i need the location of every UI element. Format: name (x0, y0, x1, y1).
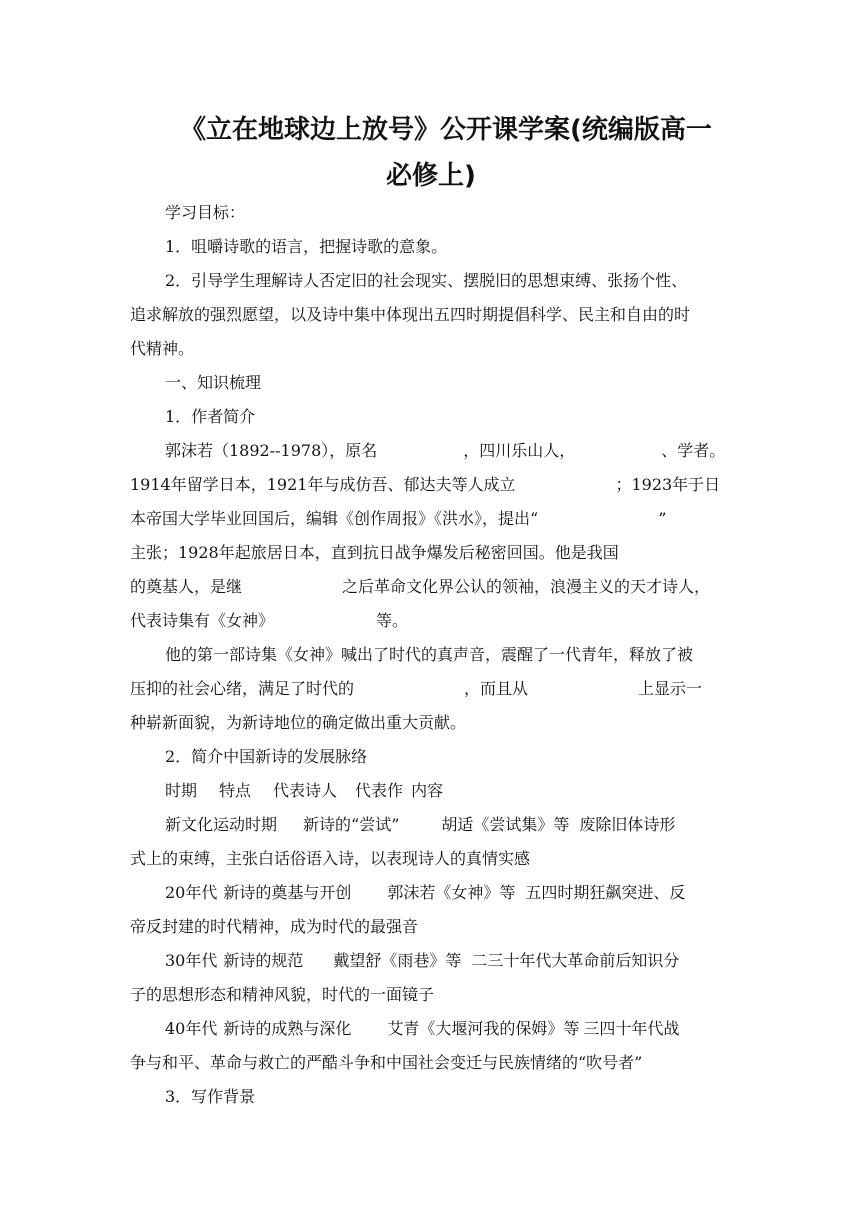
row-period: 20年代 (165, 883, 218, 902)
goal-item-2-line-2: 追求解放的强烈愿望，以及诗中集中体现出五四时期提倡科学、民主和自由的时 (130, 305, 691, 324)
author-text: 之后革命文化界公认的领袖，浪漫主义的天才诗人， (342, 577, 711, 596)
table-row-continuation: 争与和平、革命与救亡的严酷斗争和中国社会变迁与民族情绪的“吹号者” (130, 1053, 643, 1072)
poem-text: ，而且从 (464, 679, 529, 698)
goals-heading: 学习目标： (165, 203, 246, 222)
table-row-continuation: 帝反封建的时代精神，成为时代的最强音 (130, 917, 419, 936)
subheading-background: 3．写作背景 (165, 1087, 256, 1106)
table-row (165, 876, 730, 910)
row-content: 废除旧体诗形 (579, 815, 676, 834)
row-feature: 新诗的规范 (223, 951, 304, 970)
poem-line-2 (130, 672, 730, 706)
author-text: 的奠基人，是继 (130, 577, 243, 596)
author-line-3 (130, 502, 730, 536)
author-text: 、学者。 (661, 441, 726, 460)
row-period: 30年代 (165, 951, 218, 970)
poem-text: 压抑的社会心绪，满足了时代的 (130, 679, 355, 698)
table-row (165, 944, 730, 978)
table-header-feature: 特点 (219, 781, 252, 800)
subheading-new-poetry: 2．简介中国新诗的发展脉络 (165, 747, 368, 766)
section-heading-knowledge: 一、知识梳理 (165, 373, 262, 392)
poem-line-3: 种崭新面貌，为新诗地位的确定做出重大贡献。 (130, 713, 467, 732)
row-period: 40年代 (165, 1019, 218, 1038)
document-title-line-1: 《立在地球边上放号》公开课学案(统编版高一 (180, 115, 712, 145)
author-text: 等。 (376, 611, 409, 630)
row-content: 三四十年代战 (583, 1019, 680, 1038)
row-feature: 新诗的“尝试” (303, 815, 400, 834)
table-header-row (165, 774, 730, 808)
poem-line-1: 他的第一部诗集《女神》喊出了时代的真声音，震醒了一代青年，释放了被 (165, 645, 694, 664)
table-header-content: 内容 (411, 781, 444, 800)
row-work: 艾青《大堰河我的保姆》等 (387, 1019, 580, 1038)
author-line-2 (130, 468, 730, 502)
author-text: 郭沫若（1892--1978），原名 (165, 441, 378, 460)
row-period: 新文化运动时期 (165, 815, 278, 834)
subheading-author-intro: 1．作者简介 (165, 407, 256, 426)
author-text: ；1923年于日 (615, 475, 721, 494)
author-text: 代表诗集有《女神》 (130, 611, 275, 630)
goal-item-2-line-1: 2．引导学生理解诗人否定旧的社会现实、摆脱旧的思想束缚、张扬个性、 (165, 271, 688, 290)
goal-item-2-line-3: 代精神。 (130, 339, 195, 358)
table-row-continuation: 子的思想形态和精神风貌，时代的一面镜子 (130, 985, 435, 1004)
goal-item-1: 1．咀嚼诗歌的语言，把握诗歌的意象。 (165, 237, 448, 256)
table-header-work: 代表作 (355, 781, 404, 800)
author-line-4: 主张；1928年起旅居日本，直到抗日战争爆发后秘密回国。他是我国 (130, 543, 619, 562)
row-work: 胡适《尝试集》等 (441, 815, 570, 834)
row-work: 戴望舒《雨巷》等 (333, 951, 462, 970)
author-text: 本帝国大学毕业回国后，编辑《创作周报》《洪水》，提出“ (130, 509, 539, 528)
row-feature: 新诗的奠基与开创 (223, 883, 352, 902)
author-text: ，四川乐山人， (463, 441, 576, 460)
row-content: 二三十年代大革命前后知识分 (471, 951, 680, 970)
author-line-6 (130, 604, 730, 638)
table-header-poet: 代表诗人 (273, 781, 338, 800)
author-text: 1914年留学日本，1921年与成仿吾、郁达夫等人成立 (130, 475, 516, 494)
document-title-line-2: 必修上) (386, 161, 476, 191)
table-row-continuation: 式上的束缚，主张白话俗语入诗，以表现诗人的真情实感 (130, 849, 531, 868)
row-feature: 新诗的成熟与深化 (223, 1019, 352, 1038)
author-line-5 (130, 570, 730, 604)
row-work: 郭沫若《女神》等 (387, 883, 516, 902)
row-content: 五四时期狂飙突进、反 (525, 883, 686, 902)
poem-text: 上显示一 (638, 679, 703, 698)
table-row (165, 808, 730, 842)
author-text: ” (658, 509, 667, 528)
table-header-period: 时期 (165, 781, 198, 800)
table-row (165, 1012, 730, 1046)
author-line-1 (165, 434, 730, 468)
